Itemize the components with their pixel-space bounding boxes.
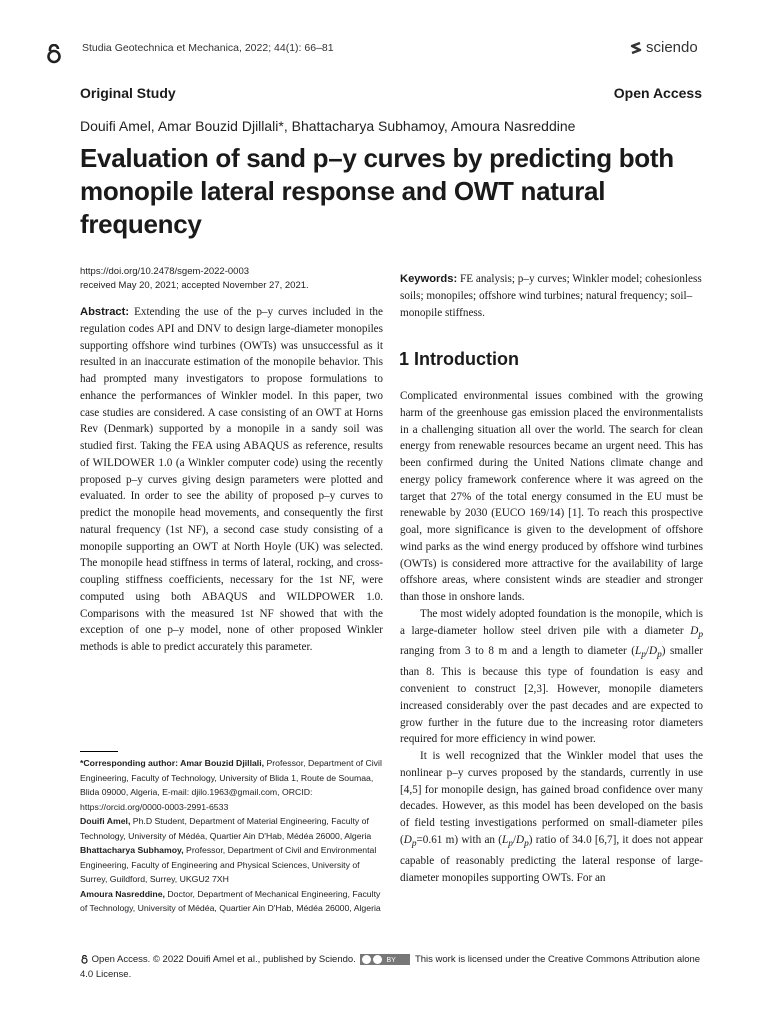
license-text: This work is licensed under the Creative Commons Attribution alone 4.0 License. xyxy=(80,954,701,980)
footnote-author: Amoura Nasreddine, Doctor, Department of Mechanical Engineering, Faculty of Technology, University of Médéa, Quartier Ain D'Hab, Médéa 26000, Algeria xyxy=(80,888,381,913)
intro-paragraph-2: The most widely adopted foundation is the monopile, which is a large-diameter hollow steel driven pile with a diameter $D_p$ ranging from 3 to 8 m and a length to diameter $(L_p/D_p)$ smaller than 8. This is because this type of foundation is easy and convenient to construct [2,3]. However, monopile diameters increased considerably over the past decades and are expected to grow further in the future due to the increasing rotor diameters required for more efficiency in wind power. xyxy=(400,607,703,746)
footnote-divider xyxy=(80,751,118,752)
article-title: Evaluation of sand p–y curves by predicting both monopile lateral response and OWT natural frequency xyxy=(80,143,674,239)
open-access-icon xyxy=(44,44,64,64)
license-copyright: Open Access. © 2022 Douifi Amel et al., published by Sciendo. xyxy=(91,954,356,965)
footnote-author: Douifi Amel, Ph.D Student, Department of Material Engineering, Faculty of Technology, University of Médéa, Quartier Ain D'Hab, Médéa 26000, Algeria xyxy=(80,816,372,841)
publisher-logo xyxy=(630,39,698,56)
keywords xyxy=(400,271,703,321)
journal-citation: Studia Geotechnica et Mechanica, 2022; 44(1): 66–81 xyxy=(82,42,334,54)
open-access-label: Open Access xyxy=(613,85,702,101)
introduction-body xyxy=(400,388,703,886)
doi-link[interactable]: https://doi.org/10.2478/sgem-2022-0003 xyxy=(80,266,250,277)
cc-by-badge-icon: BY xyxy=(360,954,410,965)
article-type: Original Study xyxy=(80,85,176,101)
author-list: Douifi Amel, Amar Bouzid Djillali*, Bhattacharya Subhamoy, Amoura Nasreddine xyxy=(80,118,576,134)
footnote-corresponding-author: *Corresponding author: Amar Bouzid Djillali, Professor, Department of Civil Engineering, Faculty of Technology, University of Blida 1, Route de Soumaa, Blida 09000, Algeria, E-mail: djilo.1963@gmail.com, ORCID: https://orcid.org/0000-0003-2991-6533 xyxy=(80,758,382,812)
abstract-label: Abstract: xyxy=(80,306,130,318)
received-accepted-dates: received May 20, 2021; accepted November 27, 2021. xyxy=(80,280,309,291)
keywords-text: FE analysis; p–y curves; Winkler model; cohesionless soils; monopiles; offshore wind turbines; natural frequency; soil–monopile stiffness. xyxy=(400,273,702,319)
footnote-author: Bhattacharya Subhamoy, Professor, Department of Civil and Environmental Engineering, Faculty of Engineering and Physical Sciences, University of Surrey, Guildford, Surrey, UKGU2 7XH xyxy=(80,845,377,884)
keywords-label: Keywords: xyxy=(400,273,458,285)
open-access-icon xyxy=(80,955,89,964)
section-heading-introduction: 1 Introduction xyxy=(399,349,519,369)
intro-paragraph-1: Complicated environmental issues combined with the growing harm of the greenhouse gas emission placed the environmentalists in a challenging situation all over the world. The search for clean energy from renewable resources became an urgent need. This has been confirmed during the United Nations climate change and energy policy framework conference where it was agreed on the target that 27% of the total energy consumed in the EU must be renewable by 2030 (EUCO 169/14) [1]. To reach this prospective goal, more significance is given to the development of offshore wind parks as the wind energy produced by offshore wind turbines (OWTs) is considered more attractive for the availability of large offshore areas, where consistent winds are steadier and stronger than those in onshore lands. xyxy=(400,390,703,603)
abstract xyxy=(80,304,383,656)
article-meta xyxy=(80,265,309,293)
intro-paragraph-3: It is well recognized that the Winkler model that uses the nonlinear p–y curves proposed by the standards, currently in use [4,5] for monopile design, has gained broad confidence over many decades. However, as this model has been developed on the basis of field testing investigations performed on small-diameter piles ($D_p=0.61$ m) with an $(L_p/D_p)$ ratio of 34.0 [6,7], it does not appear capable of reasonably predicting the lateral response of large-diameter monopiles supporting OWTs. For an xyxy=(400,750,703,884)
abstract-text: Extending the use of the p–y curves included in the regulation codes API and DNV to design large-diameter monopiles supporting offshore wind turbines (OWTs) was unsuccessful as it resulted in an inaccurate estimation of the monopile behavior. This had prompted many investigators to propose formulations to enhance the performances of Winkler model. In this paper, two case studies are considered. A case consisting of an OWT at Horns Rev (Denmark) supported by a monopile in a sandy soil was studied first. Taking the FEA using ABAQUS as reference, results of WILDOWER 1.0 (a Winkler computer code) using the recently proposed p–y curves giving design parameters were plotted and evaluated. In order to see the ability of proposed p–y curves to predict the monopile head movements, and consequently the first natural frequency (1st NF), a second case study consisting of a monopile supporting an OWT at North Hoyle (UK) was selected. The monopile head stiffness in terms of lateral, rocking, and cross-coupling stiffness coefficients, necessary for the 1st NF, were computed using both ABAQUS and WILDPOWER 1.0. Comparisons with the measured 1st NF showed that with the exception of one p–y model, none of other proposed Winkler methods is able to predict accurately this parameter. xyxy=(80,306,383,653)
license-notice xyxy=(80,953,710,982)
publisher-name: sciendo xyxy=(646,39,698,56)
sciendo-logo-icon xyxy=(630,40,642,56)
author-affiliations xyxy=(80,756,385,916)
